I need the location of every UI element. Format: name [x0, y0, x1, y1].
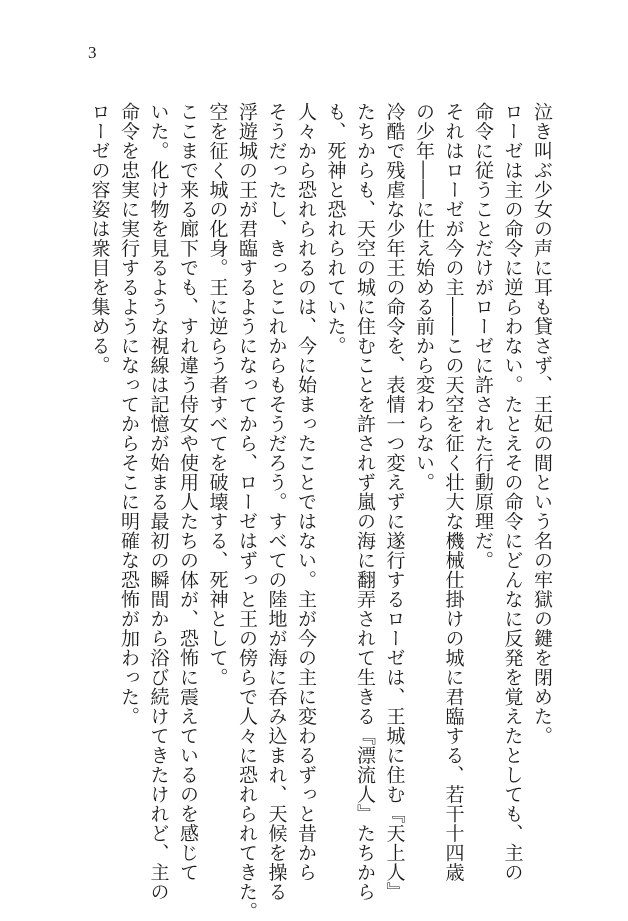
text-line: ローゼの容姿は衆目を集める。 — [88, 102, 111, 375]
text-line: ここまで来る廊下でも、すれ違う侍女や使用人たちの体が、恐怖に震えているのを感じて — [177, 102, 199, 882]
vertical-text-body — [84, 102, 556, 921]
text-line: 命令に従うことだけがローゼに許された行動原理だ。 — [472, 102, 494, 570]
text-line: たちからも、天空の城に住むことを許されず嵐の海に翻弄されて生きる『漂流人』たちから — [354, 102, 376, 902]
text-line: そうだったし、きっとこれからもそうだろう。すべての陸地が海に呑み込まれ、天候を操る — [265, 102, 288, 902]
text-line: 空を征く城の化身。王に逆らう者すべてを破壊する、死神として。 — [206, 102, 229, 687]
text-line: 泣き叫ぶ少女の声に耳も貸さず、王妃の間という名の牢獄の鍵を閉めた。 — [531, 102, 553, 746]
text-line: も、死神と恐れられていた。 — [324, 102, 347, 356]
text-line: ローゼは主の命令に逆らわない。たとえその命令にどんなに反発を覚えたとしても、主の — [501, 102, 524, 882]
text-line: それはローゼが今の主――この天空を征く壮大な機械仕掛けの城に君臨する、若干十四歳 — [442, 102, 465, 882]
text-line: 冷酷で残虐な少年王の命令を、表情一つ変えずに遂行するローゼは、王城に住む『天上人』 — [383, 102, 406, 902]
text-line: いた。化け物を見るような視線は記憶が始まる最初の瞬間から浴び続けてきたけれど、主の — [147, 102, 170, 902]
text-line: の少年――に仕え始める前から変わらない。 — [413, 102, 435, 492]
text-line: 浮遊城の王が君臨するようになってから、ローゼはずっと王の傍らで人々に恐れられてきた。 — [236, 102, 258, 921]
text-line: 命令を忠実に実行するようになってからそこに明確な恐怖が加わった。 — [118, 102, 140, 726]
text-line: 人々から恐れられるのは、今に始まったことではない。主が今の主に変わるずっと昔から — [295, 102, 317, 882]
page-number: 3 — [88, 43, 97, 62]
